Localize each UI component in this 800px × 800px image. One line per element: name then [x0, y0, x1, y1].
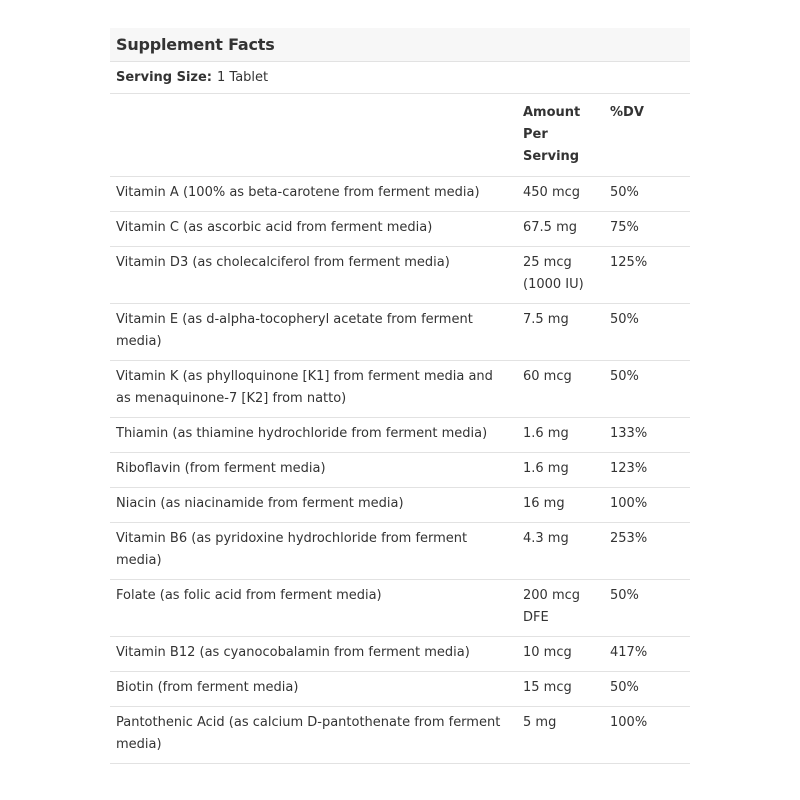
table-row	[110, 672, 690, 707]
nutrient-amount: 60 mcg	[517, 361, 604, 418]
nutrient-daily-value: 100%	[604, 707, 690, 764]
nutrient-name: Vitamin K (as phylloquinone [K1] from ferment media and as menaquinone-7 [K2] from natto)	[110, 361, 517, 418]
nutrient-daily-value: 50%	[604, 672, 690, 707]
nutrient-amount: 15 mcg	[517, 672, 604, 707]
nutrient-daily-value: 50%	[604, 304, 690, 361]
nutrient-amount: 5 mg	[517, 707, 604, 764]
title-row	[110, 28, 690, 62]
table-row	[110, 177, 690, 212]
nutrient-daily-value: 417%	[604, 637, 690, 672]
nutrient-name: Vitamin C (as ascorbic acid from ferment media)	[110, 212, 517, 247]
nutrient-name: Vitamin A (100% as beta-carotene from ferment media)	[110, 177, 517, 212]
table-row	[110, 304, 690, 361]
nutrient-amount: 1.6 mg	[517, 418, 604, 453]
header-daily-value: %DV	[604, 94, 690, 177]
table-row	[110, 580, 690, 637]
nutrient-daily-value: 100%	[604, 488, 690, 523]
nutrient-amount: 200 mcg DFE	[517, 580, 604, 637]
table-row	[110, 637, 690, 672]
nutrient-name: Riboflavin (from ferment media)	[110, 453, 517, 488]
table-row	[110, 418, 690, 453]
serving-size-row	[110, 62, 690, 94]
nutrient-name: Pantothenic Acid (as calcium D-pantothenate from ferment media)	[110, 707, 517, 764]
nutrient-daily-value: 125%	[604, 247, 690, 304]
nutrient-table	[110, 94, 690, 764]
serving-size-label: Serving Size:	[116, 70, 213, 85]
header-nutrient	[110, 94, 517, 177]
table-row	[110, 247, 690, 304]
nutrient-amount: 450 mcg	[517, 177, 604, 212]
table-row	[110, 488, 690, 523]
nutrient-daily-value: 50%	[604, 361, 690, 418]
table-row	[110, 361, 690, 418]
nutrient-name: Thiamin (as thiamine hydrochloride from ferment media)	[110, 418, 517, 453]
nutrient-daily-value: 50%	[604, 580, 690, 637]
table-header-row	[110, 94, 690, 177]
nutrient-daily-value: 133%	[604, 418, 690, 453]
nutrient-amount: 10 mcg	[517, 637, 604, 672]
panel-title: Supplement Facts	[116, 35, 275, 54]
nutrient-amount: 4.3 mg	[517, 523, 604, 580]
supplement-facts-panel	[110, 28, 690, 764]
nutrient-name: Niacin (as niacinamide from ferment media)	[110, 488, 517, 523]
table-row	[110, 212, 690, 247]
serving-size-value: 1 Tablet	[217, 70, 269, 85]
nutrient-amount: 16 mg	[517, 488, 604, 523]
nutrient-name: Vitamin E (as d-alpha-tocopheryl acetate from ferment media)	[110, 304, 517, 361]
nutrient-daily-value: 50%	[604, 177, 690, 212]
nutrient-name: Vitamin B6 (as pyridoxine hydrochloride from ferment media)	[110, 523, 517, 580]
nutrient-name: Folate (as folic acid from ferment media)	[110, 580, 517, 637]
table-row	[110, 523, 690, 580]
nutrient-daily-value: 253%	[604, 523, 690, 580]
nutrient-daily-value: 123%	[604, 453, 690, 488]
table-row	[110, 707, 690, 764]
nutrient-amount: 25 mcg (1000 IU)	[517, 247, 604, 304]
nutrient-name: Vitamin D3 (as cholecalciferol from ferment media)	[110, 247, 517, 304]
table-body	[110, 177, 690, 764]
nutrient-amount: 7.5 mg	[517, 304, 604, 361]
nutrient-amount: 67.5 mg	[517, 212, 604, 247]
nutrient-amount: 1.6 mg	[517, 453, 604, 488]
table-row	[110, 453, 690, 488]
nutrient-name: Biotin (from ferment media)	[110, 672, 517, 707]
nutrient-name: Vitamin B12 (as cyanocobalamin from ferment media)	[110, 637, 517, 672]
header-amount-per-serving: Amount Per Serving	[517, 94, 604, 177]
nutrient-daily-value: 75%	[604, 212, 690, 247]
